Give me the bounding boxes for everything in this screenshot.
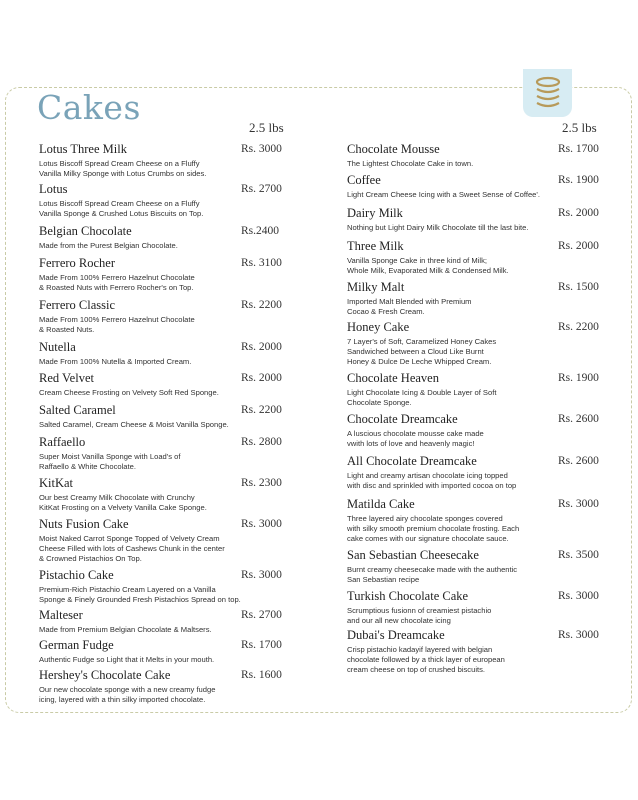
menu-item bbox=[347, 320, 592, 367]
menu-item-price: Rs. 2600 bbox=[558, 413, 599, 425]
menu-item-description: Made From 100% Ferrero Hazelnut Chocolate & Roasted Nuts. bbox=[39, 315, 195, 334]
menu-item-description: Made from the Purest Belgian Chocolate. bbox=[39, 241, 178, 250]
menu-item-description: Scrumptious fusionn of creamiest pistachio and our all new chocolate icing bbox=[347, 606, 492, 625]
menu-item-price: Rs. 2000 bbox=[241, 372, 282, 384]
menu-item-price: Rs. 2700 bbox=[241, 183, 282, 195]
menu-item-description: Three layered airy chocolate sponges covered with silky smooth premium chocolate frosting. Each cake comes with our signature chocolate sauce. bbox=[347, 514, 520, 543]
menu-item-price: Rs. 1900 bbox=[558, 372, 599, 384]
menu-item-name: Dubai's Dreamcake bbox=[347, 628, 445, 642]
menu-item-name: Three Milk bbox=[347, 239, 404, 253]
menu-item-price: Rs. 2800 bbox=[241, 436, 282, 448]
menu-item-description: Made from Premium Belgian Chocolate & Maltsers. bbox=[39, 625, 212, 634]
menu-item-description: Our new chocolate sponge with a new creamy fudge icing, layered with a thin silky imported chocolate. bbox=[39, 685, 216, 704]
menu-item-description: Cream Cheese Frosting on Velvety Soft Red Sponge. bbox=[39, 388, 219, 397]
menu-item-price: Rs. 2200 bbox=[241, 404, 282, 416]
menu-item-description: Light Cream Cheese Icing with a Sweet Sense of Coffee'. bbox=[347, 190, 540, 199]
menu-item-name: Belgian Chocolate bbox=[39, 224, 132, 238]
menu-item bbox=[347, 548, 592, 585]
menu-item-price: Rs. 3500 bbox=[558, 549, 599, 561]
menu-item-description: Light and creamy artisan chocolate icing topped with disc and sprinkled with imported cocoa on top bbox=[347, 471, 517, 490]
menu-item bbox=[347, 454, 592, 491]
size-label-left: 2.5 lbs bbox=[249, 120, 284, 135]
menu-item-description: Super Moist Vanilla Sponge with Load's of Raffaello & White Chocolate. bbox=[39, 452, 181, 471]
menu-item-description: A luscious chocolate mousse cake made vwith lots of love and heavenly magic! bbox=[347, 429, 484, 448]
menu-item bbox=[347, 589, 592, 626]
menu-item-price: Rs. 3000 bbox=[558, 498, 599, 510]
menu-item-name: KitKat bbox=[39, 476, 74, 490]
menu-item-description: Lotus Biscoff Spread Cream Cheese on a Fluffy Vanilla Sponge & Crushed Lotus Biscuits on Top. bbox=[39, 199, 204, 218]
cake-stack-icon bbox=[533, 75, 563, 109]
menu-item-name: Dairy Milk bbox=[347, 206, 403, 220]
menu-item-description: Burnt creamy cheesecake made with the authentic San Sebastian recipe bbox=[347, 565, 518, 584]
menu-item-price: Rs. 3000 bbox=[241, 569, 282, 581]
menu-item-price: Rs. 2700 bbox=[241, 609, 282, 621]
menu-item-price: Rs. 3000 bbox=[558, 590, 599, 602]
menu-item bbox=[347, 412, 592, 449]
menu-item bbox=[347, 280, 592, 317]
menu-item-description: Imported Malt Blended with Premium Cocao & Fresh Cream. bbox=[347, 297, 472, 316]
menu-item-name: Turkish Chocolate Cake bbox=[347, 589, 469, 603]
menu-item bbox=[347, 497, 592, 544]
menu-item bbox=[347, 371, 592, 408]
menu-item bbox=[347, 142, 592, 169]
menu-item-description: Made From 100% Nutella & Imported Cream. bbox=[39, 357, 192, 366]
menu-item-description: Light Chocolate Icing & Double Layer of Soft Chocolate Sponge. bbox=[347, 388, 497, 407]
menu-item-name: Honey Cake bbox=[347, 320, 410, 334]
menu-item-name: All Chocolate Dreamcake bbox=[347, 454, 477, 468]
size-label-right: 2.5 lbs bbox=[562, 120, 597, 135]
menu-item-price: Rs. 3000 bbox=[241, 143, 282, 155]
menu-item-name: German Fudge bbox=[39, 638, 114, 652]
menu-item-name: Hershey's Chocolate Cake bbox=[39, 668, 171, 682]
menu-item-price: Rs. 2200 bbox=[241, 299, 282, 311]
menu-item-description: Moist Naked Carrot Sponge Topped of Velvety Cream Cheese Filled with lots of Cashews Chunk in the center & Crowned Pistachios On Top. bbox=[39, 534, 225, 563]
menu-item-name: Lotus bbox=[39, 182, 68, 196]
menu-item-price: Rs. 2300 bbox=[241, 477, 282, 489]
menu-item-price: Rs. 1700 bbox=[558, 143, 599, 155]
menu-item-name: Chocolate Dreamcake bbox=[347, 412, 458, 426]
menu-item-price: Rs. 1900 bbox=[558, 174, 599, 186]
menu-item-description: Lotus Biscoff Spread Cream Cheese on a Fluffy Vanilla Milky Sponge with Lotus Crumbs on sides. bbox=[39, 159, 207, 178]
menu-item-price: Rs. 3000 bbox=[558, 629, 599, 641]
menu-item-description: Our best Creamy Milk Chocolate with Crunchy KitKat Frosting on a Velvety Vanilla Cake Sponge. bbox=[39, 493, 207, 512]
menu-item bbox=[347, 628, 592, 675]
menu-item-description: The Lightest Chocolate Cake in town. bbox=[347, 159, 474, 168]
menu-item-name: Coffee bbox=[347, 173, 381, 187]
menu-item-name: Chocolate Mousse bbox=[347, 142, 440, 156]
menu-item-price: Rs. 1700 bbox=[241, 639, 282, 651]
menu-item-name: San Sebastian Cheesecake bbox=[347, 548, 479, 562]
menu-item-price: Rs. 3100 bbox=[241, 257, 282, 269]
menu-item-name: Chocolate Heaven bbox=[347, 371, 439, 385]
menu-item-price: Rs. 1600 bbox=[241, 669, 282, 681]
menu-item-price: Rs.2400 bbox=[241, 225, 280, 237]
menu-item-price: Rs. 3000 bbox=[241, 518, 282, 530]
menu-item-price: Rs. 2000 bbox=[241, 341, 282, 353]
menu-item-name: Raffaello bbox=[39, 435, 86, 449]
menu-item bbox=[347, 206, 592, 233]
page-title: Cakes bbox=[37, 88, 141, 127]
menu-item-name: Milky Malt bbox=[347, 280, 405, 294]
cake-tab-badge bbox=[523, 69, 572, 117]
menu-item-name: Matilda Cake bbox=[347, 497, 415, 511]
menu-item-name: Ferrero Rocher bbox=[39, 256, 116, 270]
menu-item-name: Ferrero Classic bbox=[39, 298, 116, 312]
menu-item-description: Crisp pistachio kadayif layered with belgian chocolate followed by a thick layer of european cream cheese on top of crushed biscuits. bbox=[347, 645, 505, 674]
menu-item-name: Nutella bbox=[39, 340, 76, 354]
menu-item-description: Authentic Fudge so Light that it Melts in your mouth. bbox=[39, 655, 215, 664]
menu-item-description: Premium-Rich Pistachio Cream Layered on a Vanilla Sponge & Finely Grounded Fresh Pistachios Spread on top. bbox=[39, 585, 241, 604]
menu-item-name: Lotus Three Milk bbox=[39, 142, 127, 156]
menu-item-name: Pistachio Cake bbox=[39, 568, 114, 582]
menu-item-name: Salted Caramel bbox=[39, 403, 116, 417]
menu-item bbox=[347, 173, 592, 200]
menu-item-price: Rs. 2600 bbox=[558, 455, 599, 467]
menu-item-name: Malteser bbox=[39, 608, 83, 622]
menu-item-name: Nuts Fusion Cake bbox=[39, 517, 129, 531]
menu-item-description: Vanilla Sponge Cake in three kind of Milk; Whole Milk, Evaporated Milk & Condensed Milk. bbox=[347, 256, 509, 275]
menu-item-price: Rs. 1500 bbox=[558, 281, 599, 293]
menu-item-name: Red Velvet bbox=[39, 371, 94, 385]
menu-item-description: Nothing but Light Dairy Milk Chocolate till the last bite. bbox=[347, 223, 529, 232]
menu-item-description: Salted Caramel, Cream Cheese & Moist Vanilla Sponge. bbox=[39, 420, 229, 429]
menu-item-price: Rs. 2200 bbox=[558, 321, 599, 333]
menu-item-price: Rs. 2000 bbox=[558, 240, 599, 252]
menu-item bbox=[347, 239, 592, 276]
menu-item-description: Made From 100% Ferrero Hazelnut Chocolate & Roasted Nuts with Ferrero Rocher's on Top. bbox=[39, 273, 195, 292]
menu-item-price: Rs. 2000 bbox=[558, 207, 599, 219]
menu-item-description: 7 Layer's of Soft, Caramelized Honey Cakes Sandwiched between a Cloud Like Burnt Honey & Dulce De Leche Whipped Cream. bbox=[347, 337, 497, 366]
